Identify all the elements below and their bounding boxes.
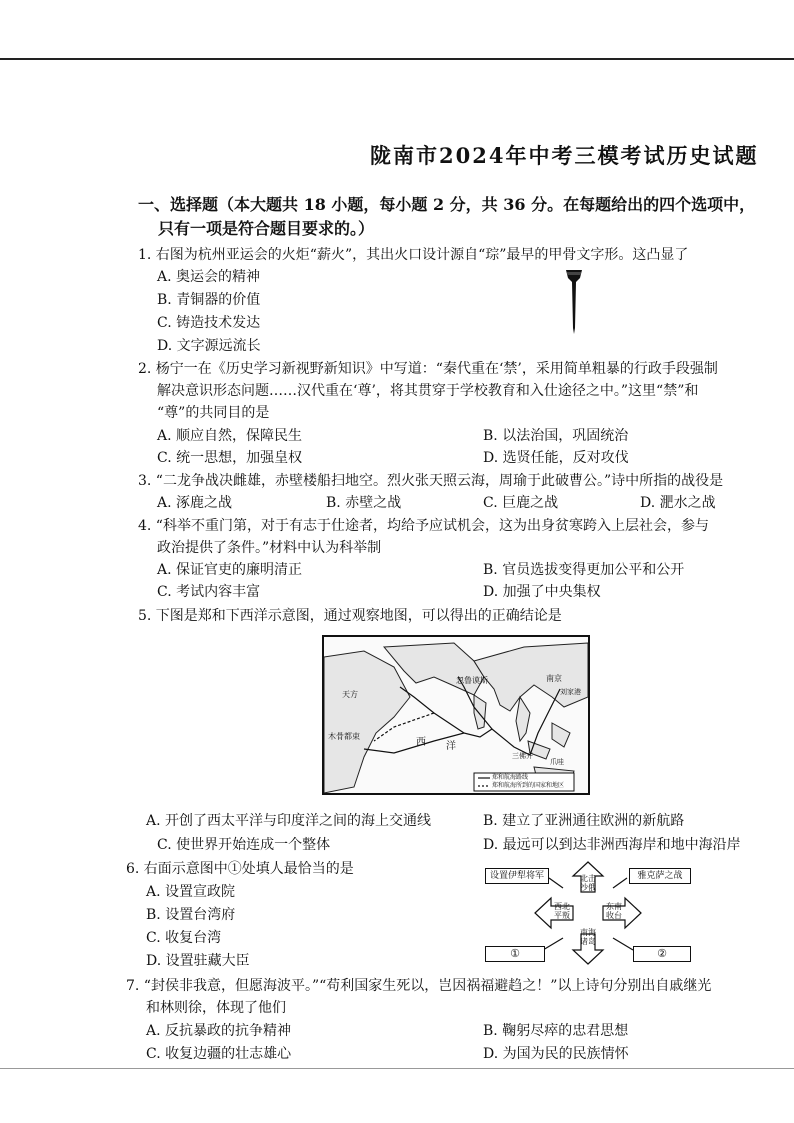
section-heading-line2: 只有一项是符合题目要求的。） bbox=[158, 219, 375, 238]
q2-stem-line1: 2. 杨宁一在《历史学习新视野新知识》中写道：“秦代重在‘禁’，采用简单粗暴的行政手段强制 bbox=[138, 361, 718, 377]
q3-option-a[interactable]: A. 涿鹿之战 bbox=[157, 495, 233, 511]
q2-option-d[interactable]: D. 选贤任能，反对攻伐 bbox=[483, 450, 629, 466]
map-label-java: 爪哇 bbox=[550, 758, 564, 766]
diagram-box-ili: 设置伊犁将军 bbox=[485, 868, 549, 884]
section-heading-line1: 一、选择题（本大题共 18 小题，每小题 2 分，共 36 分。在每题给出的四个选项中， bbox=[138, 195, 756, 214]
diagram-blank-1: ① bbox=[485, 946, 545, 962]
q6-stem: 6. 右面示意图中①处填人最恰当的是 bbox=[126, 861, 354, 877]
map-label-ocean-1: 西 bbox=[416, 737, 426, 748]
q1-option-a[interactable]: A. 奥运会的精神 bbox=[157, 269, 261, 285]
map-label-sanfoqi: 三佛齐 bbox=[512, 752, 533, 760]
diagram-center-left: 西北平叛 bbox=[554, 902, 570, 920]
q1-stem: 1. 右图为杭州亚运会的火炬“薪火”，其出火口设计源自“琮”最早的甲骨文字形。这凸显了 bbox=[138, 247, 689, 263]
map-label-nanjing: 南京 bbox=[546, 674, 562, 683]
q4-option-b[interactable]: B. 官员选拔变得更加公平和公开 bbox=[483, 562, 685, 578]
q2-option-b[interactable]: B. 以法治国，巩固统治 bbox=[483, 428, 629, 444]
map-label-mecca: 天方 bbox=[342, 690, 358, 699]
q5-stem: 5. 下图是郑和下西洋示意图，通过观察地图，可以得出的正确结论是 bbox=[138, 608, 562, 624]
qing-territory-diagram bbox=[483, 858, 693, 968]
diagram-box-yaksa: 雅克萨之战 bbox=[629, 868, 691, 884]
q6-option-b[interactable]: B. 设置台湾府 bbox=[146, 907, 236, 923]
q7-stem-line2: 和林则徐，体现了他们 bbox=[146, 1000, 286, 1016]
map-drawing bbox=[324, 637, 588, 793]
q7-option-d[interactable]: D. 为国为民的民族情怀 bbox=[483, 1046, 629, 1062]
footer-rule bbox=[0, 1068, 794, 1069]
q4-stem-line2: 政治提供了条件。”材料中认为科举制 bbox=[157, 540, 382, 556]
q6-option-a[interactable]: A. 设置宣政院 bbox=[146, 884, 236, 900]
header-rule bbox=[0, 58, 794, 60]
q6-option-d[interactable]: D. 设置驻藏大臣 bbox=[146, 953, 250, 969]
zheng-he-voyage-map bbox=[322, 635, 590, 795]
q3-stem: 3. “二龙争战决雌雄，赤壁楼船扫地空。烈火张天照云海，周瑜于此破曹公。”诗中所指的战役是 bbox=[138, 473, 724, 489]
q1-option-b[interactable]: B. 青铜器的价值 bbox=[157, 292, 261, 308]
q4-option-c[interactable]: C. 考试内容丰富 bbox=[157, 584, 261, 600]
page-title: 陇南市2024年中考三模考试历史试题 bbox=[370, 143, 759, 168]
q7-option-b[interactable]: B. 鞠躬尽瘁的忠君思想 bbox=[483, 1023, 629, 1039]
map-legend-route: 郑和航海路线 bbox=[492, 774, 529, 781]
diagram-center-top: 北击沙俄 bbox=[580, 874, 596, 892]
map-label-mogadishu: 木骨都束 bbox=[328, 732, 360, 741]
q3-option-d[interactable]: D. 淝水之战 bbox=[640, 495, 716, 511]
q2-stem-line3: “尊”的共同目的是 bbox=[157, 405, 270, 421]
q5-option-a[interactable]: A. 开创了西太平洋与印度洋之间的海上交通线 bbox=[146, 813, 432, 829]
q2-option-a[interactable]: A. 顺应自然，保障民生 bbox=[157, 428, 303, 444]
diagram-center-right: 东南收台 bbox=[606, 902, 622, 920]
q2-option-c[interactable]: C. 统一思想，加强皇权 bbox=[157, 450, 303, 466]
q3-option-c[interactable]: C. 巨鹿之战 bbox=[483, 495, 559, 511]
torch-icon bbox=[564, 268, 584, 336]
diagram-center-bottom: 南海诸岛 bbox=[580, 928, 596, 946]
diagram-blank-2: ② bbox=[633, 946, 691, 962]
q5-option-d[interactable]: D. 最远可以到达非洲西海岸和地中海沿岸 bbox=[483, 837, 741, 853]
q5-option-c[interactable]: C. 使世界开始连成一个整体 bbox=[157, 837, 331, 853]
q1-option-d[interactable]: D. 文字源远流长 bbox=[157, 338, 261, 354]
q4-option-d[interactable]: D. 加强了中央集权 bbox=[483, 584, 601, 600]
q7-option-a[interactable]: A. 反抗暴政的抗争精神 bbox=[146, 1023, 292, 1039]
map-label-ocean-2: 洋 bbox=[446, 741, 456, 752]
map-label-liujia: 刘家港 bbox=[560, 688, 581, 696]
q7-option-c[interactable]: C. 收复边疆的壮志雄心 bbox=[146, 1046, 292, 1062]
q4-option-a[interactable]: A. 保证官吏的廉明清正 bbox=[157, 562, 303, 578]
q3-option-b[interactable]: B. 赤壁之战 bbox=[326, 495, 402, 511]
q5-option-b[interactable]: B. 建立了亚洲通往欧洲的新航路 bbox=[483, 813, 685, 829]
map-label-hormuz: 忽鲁谟斯 bbox=[456, 676, 488, 685]
q6-option-c[interactable]: C. 收复台湾 bbox=[146, 930, 222, 946]
q2-stem-line2: 解决意识形态问题……汉代重在‘尊’，将其贯穿于学校教育和入仕途径之中。”这里“禁”和 bbox=[157, 383, 699, 399]
map-legend-places: 郑和航海所到的国家和地区 bbox=[492, 782, 565, 789]
q4-stem-line1: 4. “科举不重门第，对于有志于仕途者，均给予应试机会，这为出身贫寒跨入上层社会，参与 bbox=[138, 518, 709, 534]
section-heading bbox=[138, 193, 778, 241]
q1-option-c[interactable]: C. 铸造技术发达 bbox=[157, 315, 261, 331]
q7-stem-line1: 7. “封侯非我意，但愿海波平。”“苟利国家生死以，岂因祸福避趋之！”以上诗句分别出自戚继光 bbox=[126, 978, 712, 994]
